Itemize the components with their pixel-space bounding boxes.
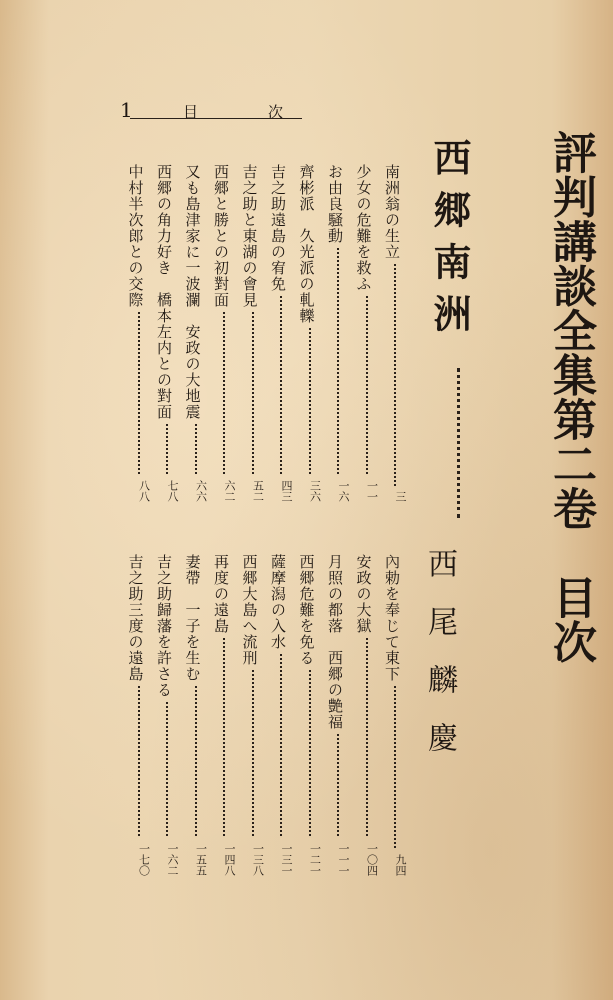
section-title: 西郷南洲 [427, 138, 472, 346]
toc-page-number: 一七〇 [137, 843, 151, 876]
toc-entry-title: 齊彬派 久光派の軋轢 [297, 164, 316, 324]
header-rule [130, 118, 302, 119]
toc-page-number: 一三一 [280, 843, 293, 876]
toc-entry-title: 薩摩潟の入水 [269, 554, 287, 650]
toc-entry-title: 西郷と勝との初對面 [212, 164, 230, 308]
toc-entry [156, 164, 178, 502]
toc-entry-title: 西郷危難を免る [297, 554, 316, 666]
toc-leader-dots [195, 686, 197, 836]
toc-page-number: 五二 [251, 480, 265, 502]
toc-entry [185, 554, 207, 876]
toc-entry-title: 吉之助と東湖の會見 [240, 164, 259, 308]
toc-leader-dots [337, 248, 339, 474]
toc-leader-dots [166, 424, 168, 474]
toc-leader-dots [280, 654, 282, 836]
toc-entry-title: 內勅を奉じて東下 [383, 554, 401, 682]
header-label-moku: 目 [183, 103, 199, 121]
toc-leader-dots [252, 670, 254, 836]
toc-leader-dots [394, 264, 396, 486]
toc-entry [156, 554, 178, 876]
toc-entry [299, 164, 321, 502]
toc-leader-dots [309, 328, 311, 474]
toc-entry [384, 554, 406, 876]
toc-leader-dots [138, 312, 140, 474]
toc-entry [384, 164, 406, 502]
toc-entry [128, 554, 150, 876]
toc-leader-dots [337, 734, 339, 836]
toc-page-number: 一六二 [166, 843, 179, 876]
toc-leader-dots [280, 296, 282, 474]
section-title-leader [457, 368, 460, 518]
toc-page-number: 一一 [365, 480, 379, 502]
header-label-ji: 次 [268, 103, 284, 121]
toc-entry [185, 164, 207, 502]
toc-page-number: 一四八 [223, 843, 236, 876]
toc-leader-dots [138, 686, 140, 836]
toc-entry-title: 月照の都落 西郷の艶福 [326, 554, 344, 730]
header-page-number: 1 [120, 98, 133, 122]
toc-entry-title: 吉之助歸藩を許さる [155, 554, 173, 698]
toc-entry [242, 554, 264, 876]
toc-entry [327, 554, 349, 876]
toc-page-number: 九四 [394, 854, 407, 876]
toc-page-number: 三 [394, 491, 407, 502]
toc-entry [213, 554, 235, 876]
toc-page-number: 一一一 [337, 843, 350, 876]
toc-page-number: 一五五 [194, 843, 208, 876]
volume-title: 評判講談全集第二卷 目次 [545, 130, 596, 664]
author-name: 西尾麟慶 [422, 548, 457, 780]
toc-entry-title: お由良騒動 [326, 164, 344, 244]
toc-leader-dots [394, 686, 396, 848]
toc-leader-dots [366, 638, 368, 836]
toc-page-number: 六六 [194, 480, 208, 502]
toc-leader-dots [166, 702, 168, 836]
toc-entry [327, 164, 349, 502]
toc-page-number: 三六 [308, 480, 322, 502]
toc-entry-title: 西郷大島へ流刑 [240, 554, 259, 666]
toc-leader-dots [309, 670, 311, 836]
toc-entry-title: 吉之助三度の遠島 [126, 554, 145, 682]
toc-page-number: 六二 [223, 480, 236, 502]
toc-entry [270, 164, 292, 502]
toc-entry-title: 少女の危難を救ふ [354, 164, 373, 292]
toc-page-number: 一二一 [308, 843, 322, 876]
toc-entry [270, 554, 292, 876]
toc-leader-dots [195, 424, 197, 474]
toc-page-number: 八八 [137, 480, 151, 502]
toc-page-number: 一三八 [251, 843, 265, 876]
toc-entry [356, 554, 378, 876]
toc-entry-title: 吉之助遠島の宥免 [269, 164, 287, 292]
toc-entry-title: 安政の大獄 [354, 554, 373, 634]
toc-entry-title: 中村半次郎との交際 [126, 164, 145, 308]
toc-leader-dots [223, 312, 225, 474]
toc-entry-title: 西郷の角力好き 橋本左内との對面 [155, 164, 173, 420]
toc-page-number: 一六 [337, 480, 350, 502]
toc-leader-dots [223, 638, 225, 836]
toc-entry-title: 妻帶 一子を生む [183, 554, 202, 682]
toc-entry [299, 554, 321, 876]
toc-entry [128, 164, 150, 502]
toc-entry [356, 164, 378, 502]
toc-entry [213, 164, 235, 502]
toc-entry [242, 164, 264, 502]
toc-leader-dots [252, 312, 254, 474]
toc-leader-dots [366, 296, 368, 474]
toc-entry-title: 又も島津家に一波瀾 安政の大地震 [183, 164, 202, 420]
toc-entry-title: 南洲翁の生立 [383, 164, 401, 260]
toc-page-number: 四三 [280, 480, 293, 502]
toc-page-number: 一〇四 [365, 843, 379, 876]
toc-page-number: 七八 [166, 480, 179, 502]
toc-entry-title: 再度の遠島 [212, 554, 230, 634]
